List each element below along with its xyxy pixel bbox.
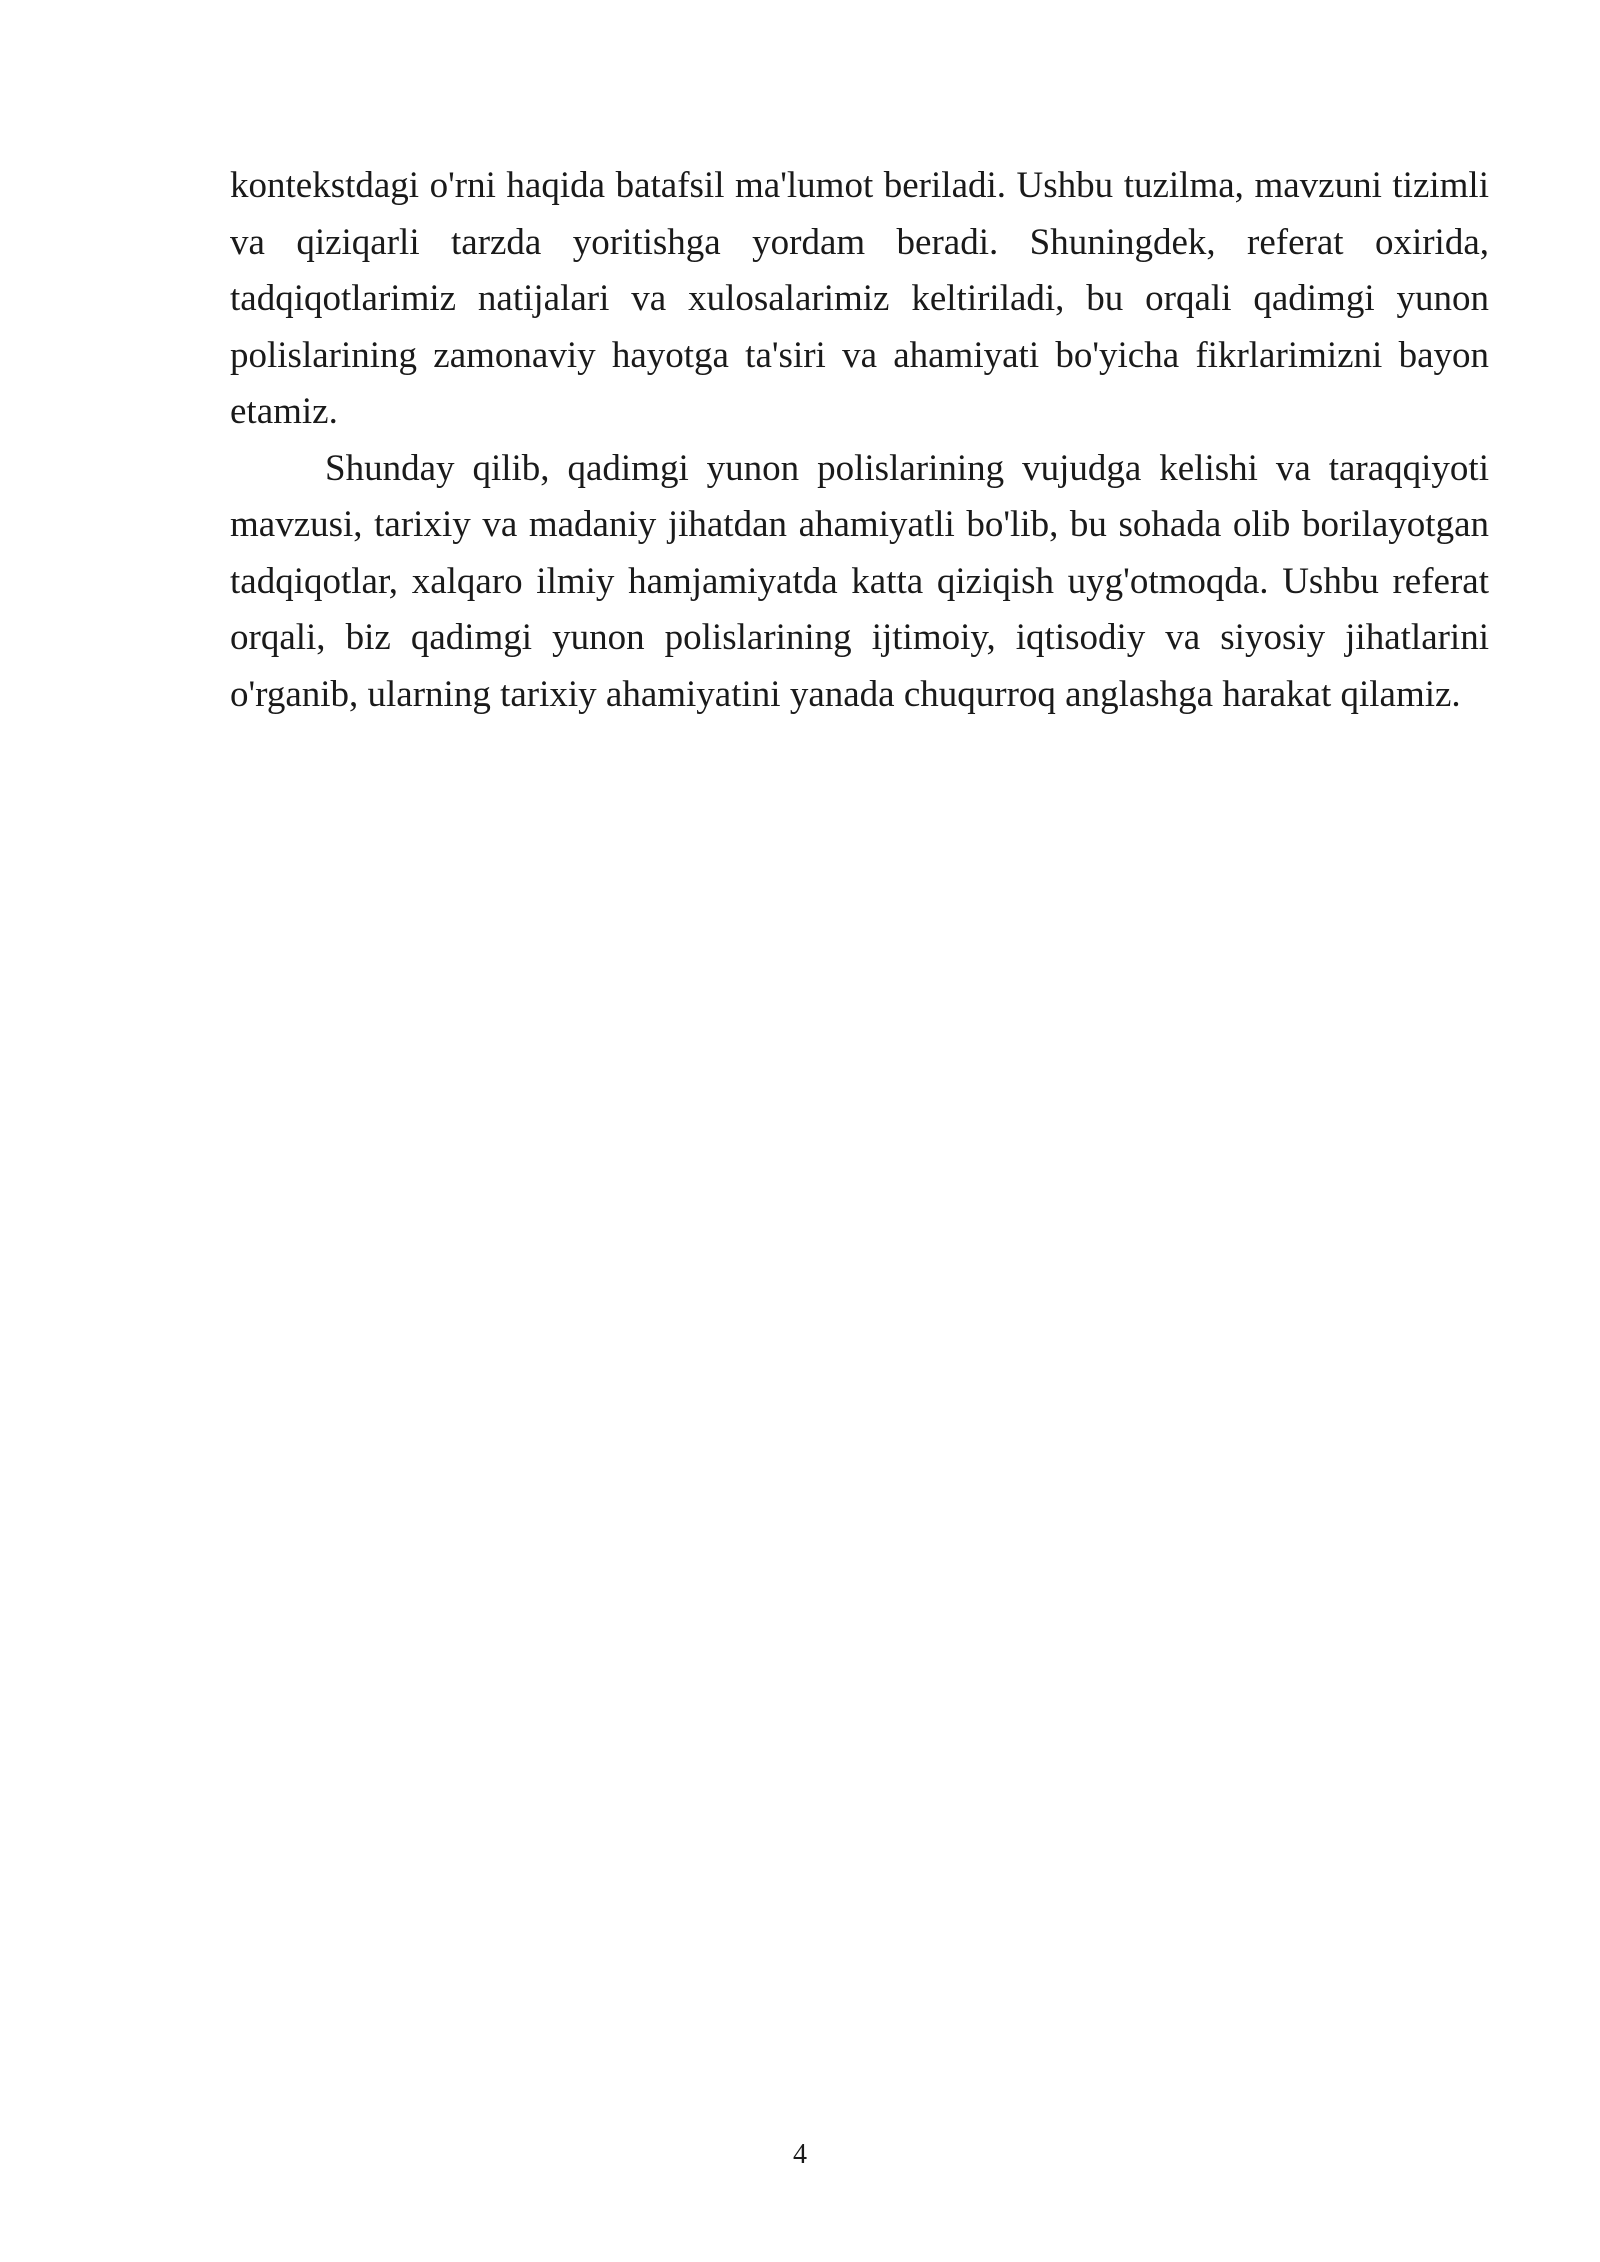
page-number: 4 [793,2139,807,2170]
paragraph-continuation: kontekstdagi o'rni haqida batafsil ma'lumot beriladi. Ushbu tuzilma, mavzuni tizimli va qiziqarli tarzda yoritishga yordam beradi. Shuningdek, referat oxirida, tadqiqotlarimiz natijalari va xulosalarimiz keltiriladi, bu orqali qadimgi yunon polislarining zamonaviy hayotga ta'siri va ahamiyati bo'yicha fikrlarimizni bayon etamiz. [230,165,1489,432]
body-text [230,158,1489,723]
paragraph-conclusion: Shunday qilib, qadimgi yunon polislarining vujudga kelishi va taraqqiyoti mavzusi, tarixiy va madaniy jihatdan ahamiyatli bo'lib, bu sohada olib borilayotgan tadqiqotlar, xalqaro ilmiy hamjamiyatda katta qiziqish uyg'otmoqda. Ushbu referat orqali, biz qadimgi yunon polislarining ijtimoiy, iqtisodiy va siyosiy jihatlarini o'rganib, ularning tarixiy ahamiyatini yanada chuqurroq anglashga harakat qilamiz. [230,447,1489,715]
